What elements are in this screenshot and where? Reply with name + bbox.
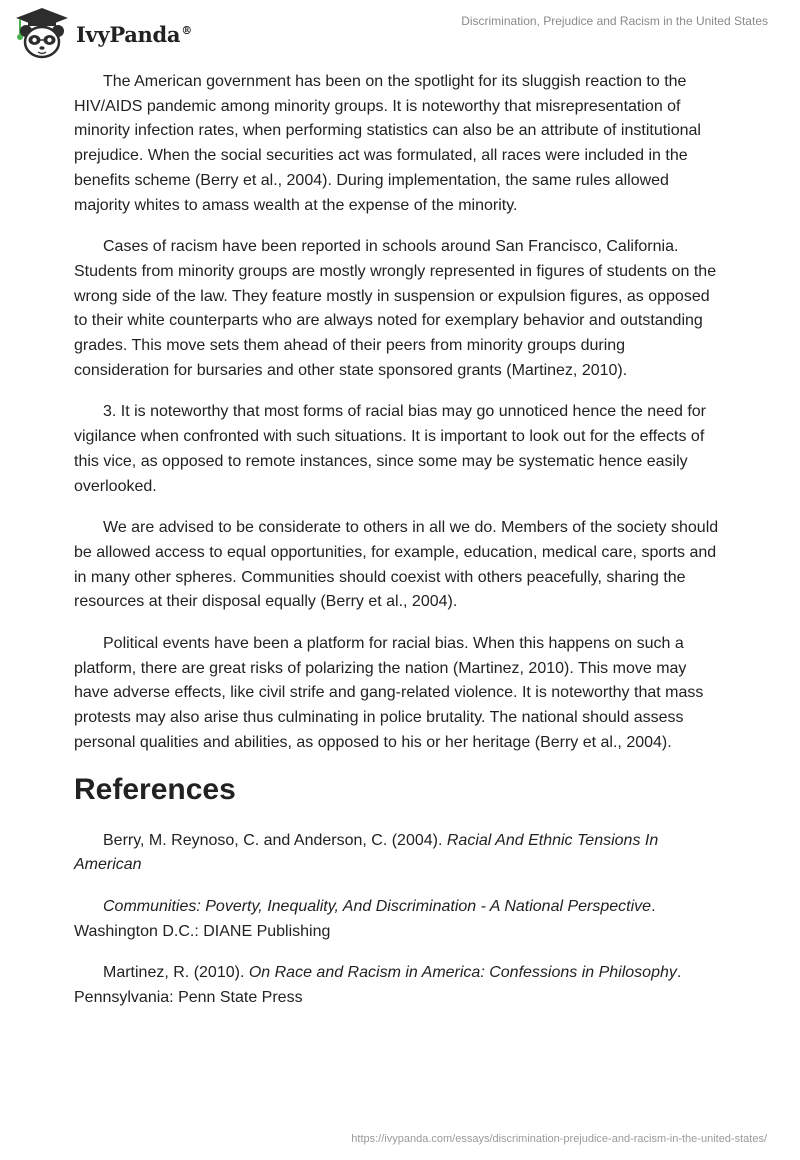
reference-text: Berry, M. Reynoso, C. and Anderson, C. (2004). <box>103 831 447 849</box>
reference-text: Martinez, R. (2010). <box>103 964 249 982</box>
ivypanda-logo[interactable] <box>12 6 192 62</box>
body-paragraph: The American government has been on the spotlight for its sluggish reaction to the HIV/AIDS pandemic among minority groups. It is noteworthy that misrepresentation of minority infection rates, when performing statistics can also be an attribute of institutional prejudice. When the social securities act was formulated, all races were included in the benefits scheme (Berry et al., 2004). During implementation, the same rules allowed majority whites to amass wealth at the expense of the minority. <box>74 73 701 214</box>
reference-entry <box>74 895 724 944</box>
brand-name: IvyPanda® <box>76 21 192 47</box>
reference-text: . Washington D.C.: DIANE Publishing <box>74 897 656 940</box>
essay-content <box>74 70 724 1028</box>
body-paragraph: Political events have been a platform for racial bias. When this happens on such a platform, there are great risks of polarizing the nation (Martinez, 2010). This move may have adverse effects, like civil strife and gang-related violence. It is noteworthy that mass protests may also arise thus culminating in police brutality. The national should assess personal qualities and abilities, as opposed to his or her heritage (Berry et al., 2004). <box>74 635 704 751</box>
body-paragraph: Cases of racism have been reported in schools around San Francisco, California. Students from minority groups are mostly wrongly represented in figures of students on the wrong side of the law. They feature mostly in suspension or expulsion figures, as opposed to their white counterparts who are always noted for exemplary behavior and outstanding grades. This move sets them ahead of their peers from minority groups during consideration for bursaries and other state sponsored grants (Martinez, 2010). <box>74 238 717 379</box>
reference-entry <box>74 961 724 1010</box>
body-paragraph: 3. It is noteworthy that most forms of racial bias may go unnoticed hence the need for vigilance when confronted with such situations. It is important to look out for the effects of this vice, as opposed to remote instances, since some may be systematic hence easily overlooked. <box>74 403 706 495</box>
source-url-link[interactable]: https://ivypanda.com/essays/discrimination-prejudice-and-racism-in-the-united-states/ <box>351 1133 767 1145</box>
document-title: Discrimination, Prejudice and Racism in the United States <box>461 14 768 28</box>
reference-title: Racial And Ethnic Tensions In American <box>74 831 659 874</box>
references-heading: References <box>74 772 236 806</box>
panda-graduate-icon <box>12 6 72 62</box>
reference-entry <box>74 829 724 878</box>
reference-text: . Pennsylvania: Penn State Press <box>74 964 682 1007</box>
reference-title: On Race and Racism in America: Confessions in Philosophy <box>248 964 677 982</box>
body-paragraph: We are advised to be considerate to others in all we do. Members of the society should be allowed access to equal opportunities, for example, education, medical care, sports and in many other spheres. Communities should coexist with others peacefully, sharing the resources at their disposal equally (Berry et al., 2004). <box>74 519 719 611</box>
reference-title: Communities: Poverty, Inequality, And Discrimination - A National Perspective <box>103 897 652 915</box>
page-header <box>0 0 800 70</box>
